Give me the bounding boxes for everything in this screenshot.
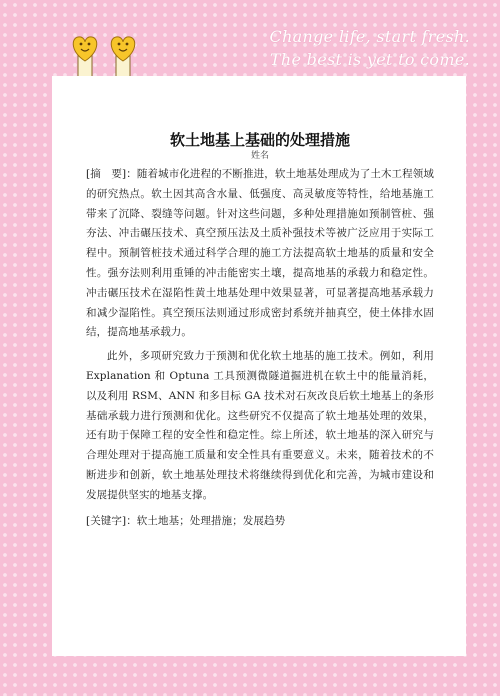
- abstract-label: [摘 要]：: [86, 168, 137, 180]
- keywords-label: [关键字]：: [86, 514, 137, 527]
- abstract-paragraph: [86, 165, 434, 343]
- keywords-line: [86, 512, 434, 531]
- body-paragraph: 此外，多项研究致力于预测和优化软土地基的施工技术。例如，利用 Explanation 和 Optuna 工具预测微隧道掘进机在软土中的能量消耗，以及利用 RSM、ANN 和多目标 GA 技术对石灰改良后软土地基上的条形基础承载力进行预测和优化。这些研究不仅提高了软土地基处理的效果，还有助于保障工程的安全性和稳定性。综上所述，软土地基的深入研究与合理处理对于提高施工质量和安全性具有重要意义。未来，随着技术的不断进步和创新，软土地基处理技术将继续得到优化和完善，为城市建设和发展提供坚实的地基支撑。: [86, 350, 434, 501]
- slogan-line-1: Change life, start fresh.: [269, 27, 470, 46]
- abstract-text: 随着城市化进程的不断推进，软土地基处理成为了土木工程领域的研究热点。软土因其高含水量、低强度、高灵敏度等特性，给地基施工带来了沉降、裂缝等问题。针对这些问题，多种处理措施如预制管桩、强夯法、冲击碾压技术、真空预压法及土质补强技术等被广泛应用于实际工程中。预制管桩技术通过科学合理的施工方法提高软土地基的质量和安全性。强夯法则利用重锤的冲击能密实土壤，提高地基的承载力和稳定性。冲击碾压技术在湿陷性黄土地基处理中效果显著，可显著提高地基承载力和减少湿陷性。真空预压法则通过形成密封系统并抽真空，使土体排水固结，提高地基承载力。: [86, 168, 434, 339]
- document-page: [52, 76, 466, 656]
- keywords-text: 软土地基；处理措施；发展趋势: [136, 514, 286, 527]
- document-title: 软土地基上基础的处理措施: [169, 131, 350, 149]
- slogan-line-2: The best is yet to come.: [269, 50, 470, 69]
- author-name: 姓名: [250, 151, 269, 161]
